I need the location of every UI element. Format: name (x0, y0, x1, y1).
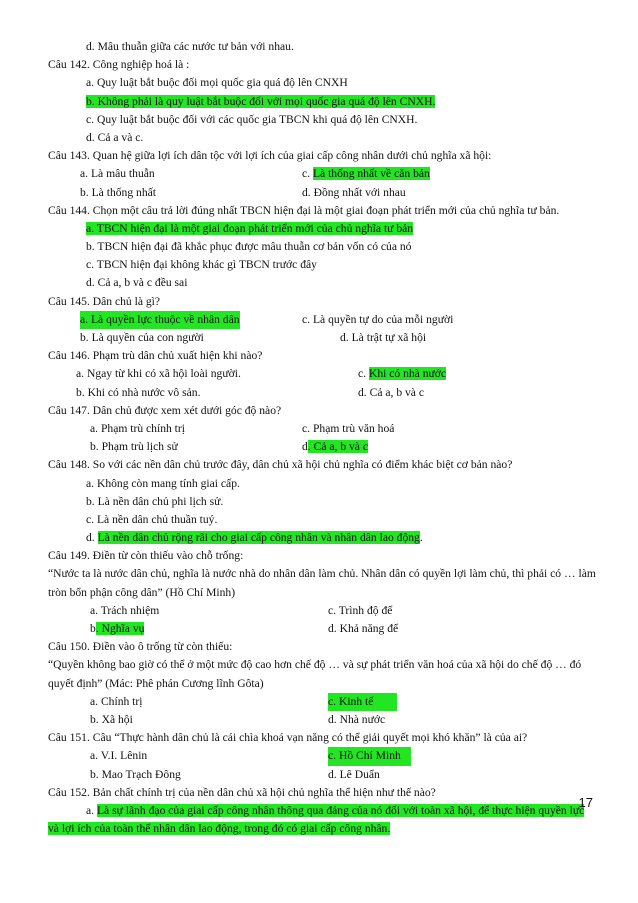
highlighted-answer: c. Kinh tế (328, 693, 397, 711)
answer-option: b. Khi có nhà nước vô sản. (76, 385, 201, 399)
answer-option: a. Chính trị (90, 694, 143, 708)
answer-option: a. Ngay từ khi có xã hội loài người. (76, 367, 241, 381)
question-151: Câu 151. Câu “Thực hành dân chủ là cái chìa khoá vạn năng có thể giải quyết mọi khó khăn” là của ai? (48, 731, 528, 745)
answer-option: a. Không còn mang tính giai cấp. (86, 476, 240, 490)
answer-option: c. Là nền dân chủ thuần tuý. (86, 512, 218, 526)
answer-row (48, 165, 596, 183)
highlighted-answer: Là sự lãnh đạo của giai cấp công nhân thông qua đảng của nó đối với toàn xã hội, để thực hiện quyền lực và lợi ích của toàn thể nhân dân lao động, trong đó có giai cấp công nhân. (48, 803, 585, 836)
answer-option: b. Xã hội (90, 713, 133, 727)
question-152: Câu 152. Bản chất chính trị của nền dân chủ xã hội chủ nghĩa thể hiện như thế nào? (48, 785, 436, 799)
highlighted-answer: c. Hồ Chí Minh (328, 747, 411, 765)
answer-row (48, 711, 596, 729)
answer-option: a. Trách nhiệm (90, 603, 160, 617)
page-number: 17 (578, 795, 593, 810)
answer-row (48, 766, 596, 784)
quote-text: “Nước ta là nước dân chủ, nghĩa là nước nhà do nhân dân làm chủ. Nhân dân có quyền lợi làm chủ, thì phải có … làm tròn bổn phận công dân” (Hồ Chí Minh) (48, 567, 596, 599)
answer-option-correct (48, 93, 596, 111)
answer-row (48, 365, 596, 383)
answer-option: b. Phạm trù lịch sử (90, 440, 178, 454)
answer-option-correct: d. Cả a, b và c (302, 440, 368, 454)
question-150: Câu 150. Điền vào ô trống từ còn thiếu: (48, 640, 233, 654)
question-143: Câu 143. Quan hệ giữa lợi ích dân tộc với lợi ích của giai cấp công nhân dưới chủ nghĩa xã hội: (48, 149, 492, 163)
answer-option-correct: c. Khi có nhà nước (358, 367, 447, 381)
answer-row (48, 184, 596, 202)
answer-option-correct (48, 220, 596, 238)
answer-option: c. Là quyền tự do của mỗi người (302, 312, 454, 326)
answer-option: d. Đồng nhất với nhau (302, 185, 406, 199)
answer-option: d. Cả a và c. (86, 130, 144, 144)
answer-option: a. Là mâu thuẫn (80, 167, 155, 181)
answer-row (48, 693, 596, 711)
highlighted-answer: b. Không phải là quy luật bắt buộc đối với mọi quốc gia quá độ lên CNXH. (86, 94, 436, 108)
highlighted-answer: . Nghĩa vụ (95, 622, 145, 636)
answer-option: b. TBCN hiện đại đã khắc phục được mâu thuẫn cơ bản vốn có của nó (86, 240, 412, 254)
answer-option: c. TBCN hiện đại không khác gì TBCN trước đây (86, 258, 317, 272)
question-149: Câu 149. Điền từ còn thiếu vào chỗ trống: (48, 549, 244, 563)
highlighted-answer: Là nền dân chủ rộng rãi cho giai cấp công nhân và nhân dân lao động (97, 531, 420, 545)
answer-option: b. Là thống nhất (80, 185, 156, 199)
answer-option: c. Trình độ để (328, 603, 393, 617)
page-content (48, 38, 596, 838)
answer-option-correct: b. Nghĩa vụ (90, 622, 145, 636)
answer-option: d. Khả năng để (328, 622, 399, 636)
answer-row (48, 620, 596, 638)
answer-option: c. Quy luật bắt buộc đối với các quốc gia TBCN khi quá độ lên CNXH. (86, 112, 418, 126)
answer-row (48, 602, 596, 620)
highlighted-answer: a. Là quyền lực thuộc về nhân dân (80, 311, 240, 329)
answer-option: d. Lê Duẩn (328, 767, 380, 781)
highlighted-answer: Là thống nhất về căn bản (312, 167, 430, 181)
question-142: Câu 142. Công nghiệp hoá là : (48, 58, 190, 72)
highlighted-answer: a. TBCN hiện đại là một giai đoạn phát triển mới của chủ nghĩa tư bản (86, 221, 414, 235)
question-144: Câu 144. Chọn một câu trả lời đúng nhất TBCN hiện đại là một giai đoạn phát triển mới của chủ nghĩa tư bản. (48, 203, 560, 217)
question-145: Câu 145. Dân chủ là gì? (48, 294, 161, 308)
answer-option: d. Cả a, b và c (358, 385, 424, 399)
highlighted-answer: . Cả a, b và c (307, 440, 368, 454)
highlighted-answer: Khi có nhà nước (368, 367, 447, 381)
answer-row (48, 384, 596, 402)
answer-row (48, 311, 596, 329)
answer-row (48, 747, 596, 765)
answer-option: c. Phạm trù văn hoá (302, 421, 395, 435)
answer-option: b. Là quyền của con người (80, 331, 204, 345)
answer-option-correct: a. Là sự lãnh đạo của giai cấp công nhân thông qua đảng của nó đối với toàn xã hội, để thực hiện quyền lực và lợi ích của toàn thể nhân dân lao động, trong đó có giai cấp công nhân. (48, 803, 585, 836)
answer-row (48, 329, 596, 347)
answer-option: d. Cả a, b và c đều sai (86, 276, 188, 290)
question-147: Câu 147. Dân chủ được xem xét dưới góc độ nào? (48, 403, 282, 417)
answer-option: d. Mâu thuẫn giữa các nước tư bản với nhau. (86, 40, 294, 53)
question-146: Câu 146. Phạm trù dân chủ xuất hiện khi nào? (48, 349, 263, 363)
answer-option-correct: d. Là nền dân chủ rộng rãi cho giai cấp công nhân và nhân dân lao động. (86, 531, 423, 545)
answer-option: d. Là trật tự xã hội (340, 331, 427, 345)
answer-row (48, 420, 596, 438)
answer-option: b. Mao Trạch Đông (90, 767, 181, 781)
answer-option: d. Nhà nước (328, 713, 386, 727)
question-148: Câu 148. So với các nền dân chủ trước đây, dân chủ xã hội chủ nghĩa có điểm khác biệt cơ bản nào? (48, 458, 513, 472)
answer-option: b. Là nền dân chủ phi lịch sử. (86, 494, 224, 508)
answer-option: a. V.I. Lênin (90, 749, 148, 763)
answer-option: a. Phạm trù chính trị (90, 421, 185, 435)
answer-row (48, 438, 596, 456)
answer-option: a. Quy luật bắt buộc đối mọi quốc gia quá độ lên CNXH (86, 76, 348, 90)
quote-text: “Quyền không bao giờ có thể ở một mức độ cao hơn chế độ … và sự phát triển văn hoá của xã hội do chế độ … đó quyết định” (Mác: Phê phán Cương lĩnh Gôta) (48, 658, 582, 690)
answer-option-correct: c. Là thống nhất về căn bản (302, 167, 430, 181)
